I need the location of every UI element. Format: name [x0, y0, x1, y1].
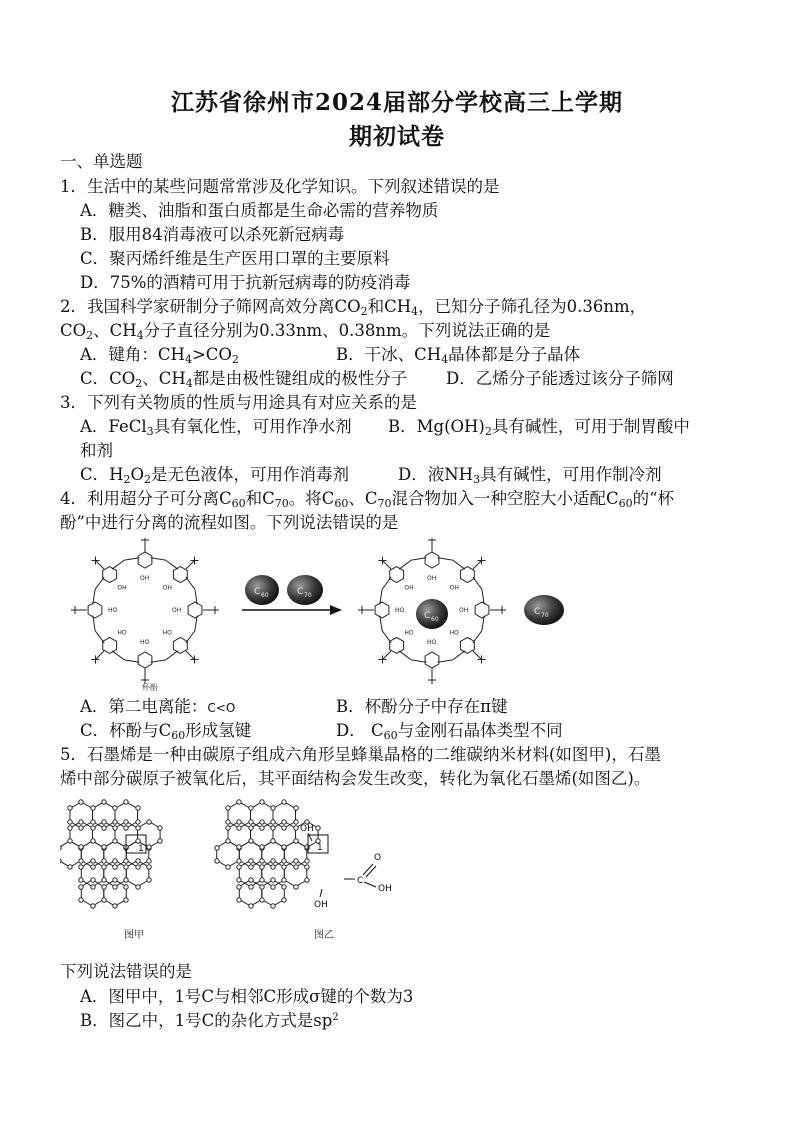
carbon-atom [249, 904, 253, 908]
benzene-ring [390, 567, 404, 583]
carbon-atom [91, 904, 95, 908]
carbon-atom [294, 859, 298, 863]
carbon-atom [113, 878, 117, 882]
hexagon-cell [239, 880, 261, 906]
carbon-atom [271, 904, 275, 908]
carbon-atom [124, 820, 128, 824]
methylene-bridge [453, 651, 465, 660]
hydroxyl-label: HO [427, 639, 437, 646]
carbon-atom [147, 878, 151, 882]
carbon-atom [147, 845, 151, 849]
graphene-figures [60, 793, 420, 948]
carbon-atom [79, 826, 83, 830]
carbon-atom [124, 878, 128, 882]
carbon-atom [102, 865, 106, 869]
carbon-atom [271, 826, 275, 830]
q2-stem-line1: 2．我国科学家研制分子筛网高效分离$CO_2$和$CH_4$，已知分子筛孔径为0.36nm， [60, 297, 647, 318]
q5-stem-line1: 5．石墨烯是一种由碳原子组成六角形呈蜂巢晶格的二维碳纳米材料(如图甲)，石墨 [60, 745, 661, 764]
svg-text:C: C [424, 611, 431, 621]
methylene-bridge [166, 651, 178, 660]
hydroxyl-label: HO [117, 629, 127, 637]
q4-option-b: B．杯酚分子中存在π键 [336, 697, 508, 716]
q2-option-b: B．干冰、$CH_4$晶体都是分子晶体 [336, 345, 581, 366]
q1-option-b: B．服用84消毒液可以杀死新冠病毒 [80, 225, 345, 244]
methylene-bridge [151, 660, 166, 662]
methylene-bridge [382, 631, 391, 643]
c70-ball-right [524, 595, 564, 625]
carbon-atom [147, 820, 151, 824]
carbon-atom [124, 865, 128, 869]
hydroxyl-label: HO [162, 629, 172, 637]
svg-text:C: C [254, 587, 261, 597]
carbon-atom [226, 820, 230, 824]
carbon-atom [79, 859, 83, 863]
figure-a-caption: 图甲 [124, 930, 144, 941]
carbon-atom [249, 806, 253, 810]
q1-stem: 1．生活中的某些问题常常涉及化学知识。下列叙述错误的是 [60, 177, 500, 196]
methylene-bridge [112, 560, 124, 569]
methylene-bridge [411, 558, 426, 560]
carbon-atom [282, 820, 286, 824]
oh-label-top: OH [300, 824, 314, 834]
methylene-bridge [166, 560, 178, 569]
carbon-atom [68, 839, 72, 843]
carbon-atom [305, 845, 309, 849]
methylene-bridge [124, 660, 139, 662]
benzene-ring [425, 552, 439, 568]
carbon-atom [316, 826, 320, 830]
carbon-atom [102, 826, 106, 830]
carbon-atom [113, 806, 117, 810]
q4-stem-line1: 4．利用超分子可分离$C_{60}$和$C_{70}$。将$C_{60}$、$C_{70}$混合物加入一种空腔大小适配$C_{60}$的“杯 [60, 489, 675, 510]
q4-option-c: C．杯酚与$C_{60}$形成氢键 [80, 721, 252, 742]
carbon-atom [237, 885, 241, 889]
benzene-ring [460, 567, 474, 583]
tert-butyl-bond [383, 561, 392, 570]
benzene-ring [475, 602, 489, 618]
carbon-atom [102, 820, 106, 824]
carbon-atom [136, 865, 140, 869]
carbon-atom [91, 839, 95, 843]
carbon-atom [237, 878, 241, 882]
carbon-atom [79, 898, 83, 902]
methylene-bridge [453, 560, 465, 569]
carbon-atom [102, 845, 106, 849]
carbon-atom [136, 885, 140, 889]
tert-butyl-bond [186, 651, 195, 660]
q2-option-c: C．$CO_2$、$CH_4$都是由极性键组成的极性分子 [80, 369, 408, 390]
methylene-bridge [399, 651, 411, 660]
methylene-bridge [95, 631, 104, 643]
c60-ball-inside [416, 599, 448, 629]
q3-option-b: B．$Mg(OH)_2$具有碱性，可用于制胃酸中 [388, 417, 690, 438]
carbon-atom [260, 859, 264, 863]
tert-butyl-bond [473, 561, 482, 570]
hydroxyl-label: HO [140, 639, 150, 646]
carbon-atom [249, 826, 253, 830]
carbon-atom [79, 865, 83, 869]
carbon-atom [102, 898, 106, 902]
q3-option-c: C．$H_2O_2$是无色液体，可用作消毒剂 [80, 465, 350, 486]
carbon-atom [282, 878, 286, 882]
carbon-atom [136, 826, 140, 830]
carbon-atom [282, 845, 286, 849]
carbon-atom [271, 806, 275, 810]
hexagon-cell [60, 841, 81, 867]
carbon-atom [226, 839, 230, 843]
carbon-atom [237, 826, 241, 830]
q5-question: 下列说法错误的是 [60, 962, 192, 981]
hexagon-cell [262, 880, 285, 906]
oh-label-bottom: OH [314, 900, 328, 910]
svg-text:1: 1 [138, 844, 144, 854]
carbon-atom [136, 839, 140, 843]
carbon-atom [237, 800, 241, 804]
carbon-atom [215, 859, 219, 863]
hydroxyl-label: OH [140, 575, 150, 582]
carbon-atom [226, 806, 230, 810]
q3-option-d: D．液$NH_3$具有碱性，可用作制冷剂 [398, 465, 662, 486]
q4-option-d: D． $C_{60}$与金刚石晶体类型不同 [336, 721, 563, 742]
carbon-atom [237, 820, 241, 824]
carbon-atom [147, 865, 151, 869]
carbon-atom [260, 826, 264, 830]
carbon-atom [249, 859, 253, 863]
carbon-atom [294, 839, 298, 843]
carbon-atom [91, 885, 95, 889]
carbon-atom [68, 865, 72, 869]
hydroxyl-label: HO [108, 607, 118, 614]
carbon-atom [282, 859, 286, 863]
svg-text:70: 70 [541, 612, 549, 619]
benzene-ring [390, 637, 404, 653]
benzene-ring [103, 567, 117, 583]
carbon-atom [249, 820, 253, 824]
hydroxyl-label: OH [449, 584, 459, 592]
tert-butyl-bond [473, 651, 482, 660]
benzene-ring [188, 602, 202, 618]
hydroxyl-label: OH [162, 584, 172, 592]
carbon-atom [79, 845, 83, 849]
carbon-atom [113, 859, 117, 863]
carbon-atom [79, 885, 83, 889]
tert-butyl-bond [186, 561, 195, 570]
methylene-bridge [438, 660, 453, 662]
carbon-atom [113, 885, 117, 889]
hydroxyl-label: OH [404, 584, 414, 592]
carbon-atom [294, 865, 298, 869]
carbon-atom [124, 826, 128, 830]
hexagon-cell [217, 841, 240, 867]
q3-option-a: A．FeCl$_3$具有氧化性，可用作净水剂 [80, 417, 352, 438]
c60-ball-left [245, 575, 279, 605]
hydroxyl-label: OH [172, 607, 182, 614]
q3-stem: 3．下列有关物质的性质与用途具有对应关系的是 [60, 393, 417, 412]
hydroxyl-label: OH [459, 607, 469, 614]
graphene-diagram-a [60, 800, 162, 908]
page-subtitle: 期初试卷 [349, 123, 445, 150]
calixarene-caption: 杯酚 [142, 683, 158, 692]
benzene-ring [173, 637, 187, 653]
carbon-atom [249, 839, 253, 843]
carbon-atom [294, 820, 298, 824]
carbon-atom [282, 885, 286, 889]
carbon-atom [91, 859, 95, 863]
carbon-atom [260, 885, 264, 889]
carbon-atom [249, 865, 253, 869]
carbon-atom [147, 859, 151, 863]
carbon-atom [113, 865, 117, 869]
carbon-atom [271, 859, 275, 863]
benzene-ring [460, 637, 474, 653]
hydroxyl-label: HO [449, 629, 459, 637]
carboxyl-c-label: C [357, 876, 364, 886]
carbon-atom [294, 885, 298, 889]
benzene-ring [425, 652, 439, 668]
carbon-atom [271, 839, 275, 843]
carbon-atom [79, 800, 83, 804]
q4-stem-line2: 酚”中进行分离的流程如图。下列说法错误的是 [60, 513, 399, 532]
q5-option-b: B．图乙中，1号C的杂化方式是$sp^2$ [80, 1011, 339, 1030]
hexagon-cell [81, 880, 104, 906]
calixarene-molecule-left [71, 538, 219, 684]
hydroxyl-label: HO [395, 607, 405, 614]
methylene-bridge [151, 558, 166, 560]
benzene-ring [375, 602, 389, 618]
carbon-atom [237, 865, 241, 869]
hydroxyl-label: HO [404, 629, 414, 637]
hydroxyl-label: OH [427, 575, 437, 582]
carbon-atom [136, 859, 140, 863]
carbon-atom [271, 878, 275, 882]
q1-option-a: A．糖类、油脂和蛋白质都是生命必需的营养物质 [80, 201, 439, 220]
carbon-atom [305, 865, 309, 869]
carbon-atom [124, 859, 128, 863]
carbon-atom [158, 839, 162, 843]
carbon-atom [102, 878, 106, 882]
carbon-atom [260, 845, 264, 849]
carbon-atom [136, 820, 140, 824]
methylene-bridge [411, 660, 426, 662]
tert-butyl-bond [383, 651, 392, 660]
q4-option-a: A．第二电离能：C<O [80, 697, 236, 716]
q2-option-a: A．键角：$CH_4>CO_2$ [80, 345, 239, 366]
carbon-atom [91, 806, 95, 810]
carbon-atom [282, 800, 286, 804]
carbon-atom [226, 865, 230, 869]
q1-option-d: D．75%的酒精可用于抗新冠病毒的防疫消毒 [80, 273, 411, 292]
svg-text:1: 1 [317, 843, 323, 853]
carbon-atom [305, 859, 309, 863]
carbon-atom [91, 865, 95, 869]
carbon-atom [79, 878, 83, 882]
carbon-atom [91, 878, 95, 882]
carbon-atom [260, 878, 264, 882]
carbon-atom [124, 800, 128, 804]
carbon-atom [294, 826, 298, 830]
svg-text:60: 60 [431, 616, 439, 623]
carbon-atom [102, 885, 106, 889]
carbon-atom [226, 826, 230, 830]
carbon-atom [102, 859, 106, 863]
benzene-ring [138, 552, 152, 568]
methylene-bridge [438, 558, 453, 560]
carbon-atom [237, 859, 241, 863]
carbon-atom [260, 865, 264, 869]
carbon-atom [282, 826, 286, 830]
carbon-atom [282, 865, 286, 869]
q5-stem-line2: 烯中部分碳原子被氧化后，其平面结构会发生改变，转化为氧化石墨烯(如图乙)。 [60, 769, 651, 788]
carbon-atom [102, 800, 106, 804]
carboxyl-oh-label: OH [378, 884, 392, 894]
carbon-atom [91, 826, 95, 830]
carbon-atom [271, 865, 275, 869]
hexagon-cell [104, 880, 127, 906]
figure-b-caption: 图乙 [314, 930, 334, 941]
carbon-atom [158, 826, 162, 830]
q2-stem-line2: $CO_2$、$CH_4$分子直径分别为0.33nm、0.38nm。下列说法正确的是 [60, 321, 551, 342]
benzene-ring [173, 567, 187, 583]
carbon-atom [113, 904, 117, 908]
tert-butyl-bond [96, 561, 105, 570]
carbon-atom [60, 859, 61, 863]
q1-option-c: C．聚丙烯纤维是生产医用口罩的主要原料 [80, 249, 390, 268]
carbon-atom [113, 820, 117, 824]
carbon-atom [68, 826, 72, 830]
methylene-bridge [186, 577, 195, 589]
page-title: 江苏省徐州市2024届部分学校高三上学期 [170, 89, 623, 116]
carbon-atom [260, 800, 264, 804]
methylene-bridge [112, 651, 124, 660]
carbon-atom [113, 826, 117, 830]
benzene-ring [138, 652, 152, 668]
carbon-atom [68, 806, 72, 810]
methylene-bridge [124, 558, 139, 560]
carbon-atom [113, 839, 117, 843]
q5-option-a: A．图甲中，1号C与相邻C形成σ键的个数为3 [80, 987, 414, 1006]
tert-butyl-bond [96, 651, 105, 660]
carboxyl-o-label: O [374, 853, 382, 863]
carbon-atom [249, 885, 253, 889]
carbon-atom [294, 806, 298, 810]
carbon-atom [237, 845, 241, 849]
carbon-atom [305, 878, 309, 882]
q2-option-d: D．乙烯分子能透过该分子筛网 [446, 369, 674, 388]
methylene-bridge [473, 577, 482, 589]
carbon-atom [91, 820, 95, 824]
graphene-oxide-diagram-b [215, 800, 320, 908]
section-heading: 一、单选题 [60, 152, 143, 171]
carbon-atom [124, 898, 128, 902]
carbon-atom [260, 820, 264, 824]
carbon-atom [271, 885, 275, 889]
carbon-atom [68, 820, 72, 824]
calixarene-separation-figure [60, 538, 780, 698]
carbon-atom [237, 898, 241, 902]
carbon-atom [136, 806, 140, 810]
benzene-ring [88, 602, 102, 618]
carbon-atom [271, 820, 275, 824]
q3-option-b-cont: 和剂 [80, 441, 113, 460]
svg-text:C: C [534, 607, 541, 617]
carbon-atom [215, 846, 219, 850]
carbon-atom [60, 846, 61, 850]
svg-text:C: C [297, 587, 304, 597]
hydroxyl-label: OH [117, 584, 127, 592]
svg-text:70: 70 [304, 592, 312, 599]
svg-text:60: 60 [261, 592, 269, 599]
carbon-atom [282, 898, 286, 902]
carbon-atom [249, 878, 253, 882]
methylene-bridge [399, 560, 411, 569]
benzene-ring [103, 637, 117, 653]
c70-ball-left [287, 575, 323, 605]
arrow-head-icon [330, 605, 342, 615]
carbon-atom [124, 885, 128, 889]
carbon-atom [260, 898, 264, 902]
carbon-atom [79, 820, 83, 824]
